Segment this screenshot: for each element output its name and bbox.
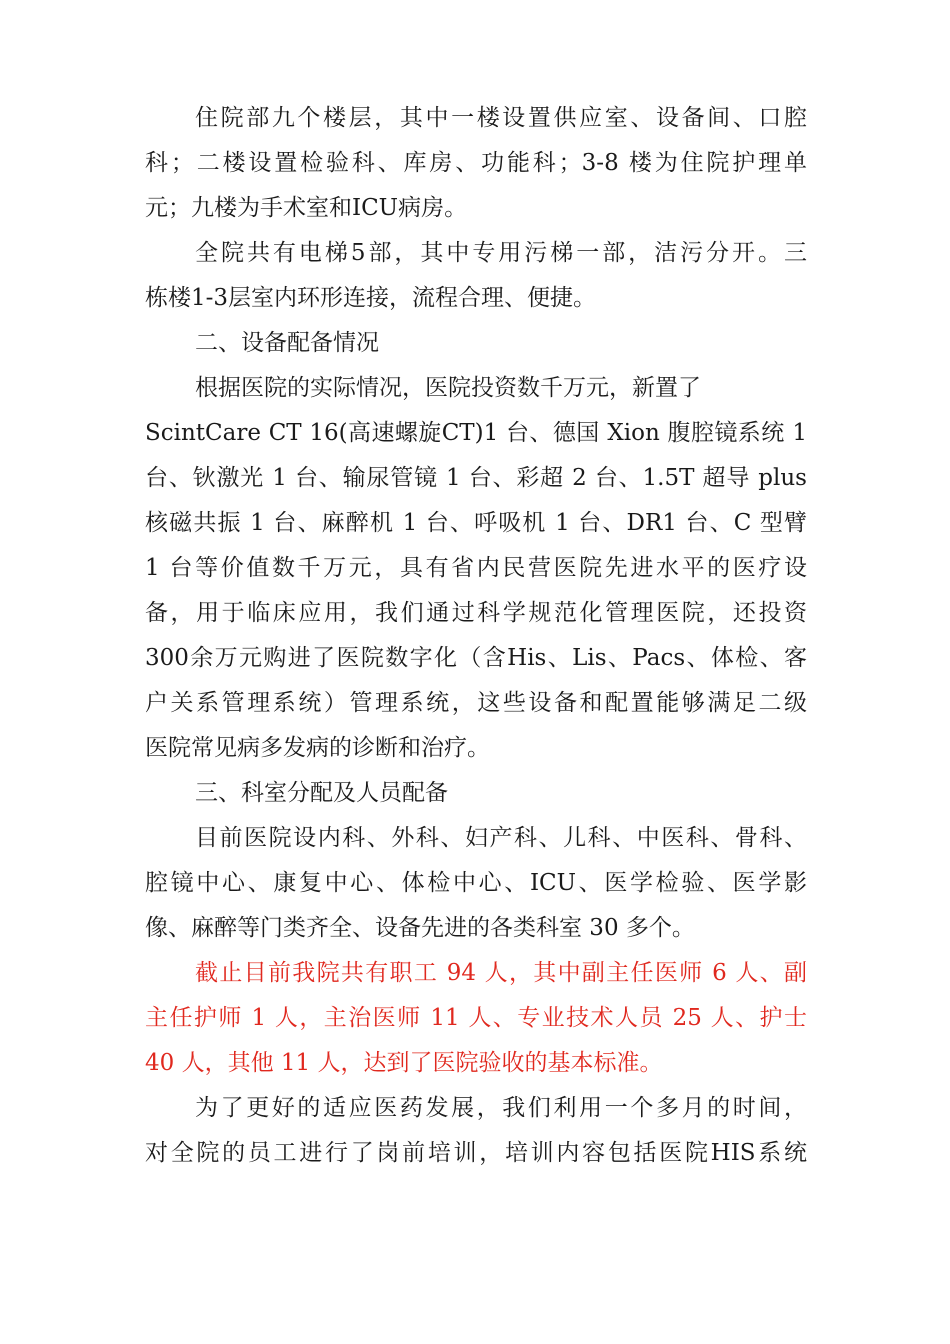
paragraph-line: 栋楼1-3层室内环形连接，流程合理、便捷。 bbox=[145, 285, 597, 311]
paragraph-line: 二、设备配备情况 bbox=[195, 330, 379, 356]
paragraph-line: 腔镜中心、康复中心、体检中心、ICU、医学检验、医学影 bbox=[145, 870, 807, 896]
paragraph-line: 三、科室分配及人员配备 bbox=[195, 780, 448, 806]
paragraph-line: 像、麻醉等门类齐全、设备先进的各类科室 30 多个。 bbox=[145, 915, 695, 941]
paragraph-line: 对全院的员工进行了岗前培训，培训内容包括医院HIS系统 bbox=[145, 1140, 807, 1166]
paragraph-floors bbox=[145, 96, 807, 231]
paragraph-line: 目前医院设内科、外科、妇产科、儿科、中医科、骨科、 bbox=[195, 825, 807, 851]
paragraph-line: 为了更好的适应医药发展，我们利用一个多月的时间， bbox=[195, 1095, 807, 1121]
paragraph-line: 元；九楼为手术室和ICU病房。 bbox=[145, 195, 468, 221]
paragraph-line: 科；二楼设置检验科、库房、功能科；3-8 楼为住院护理单 bbox=[145, 150, 807, 176]
paragraph-line: 户关系管理系统）管理系统，这些设备和配置能够满足二级 bbox=[145, 690, 807, 716]
paragraph-line: 300余万元购进了医院数字化（含His、Lis、Pacs、体检、客 bbox=[145, 645, 807, 671]
paragraph-heading-3 bbox=[145, 771, 807, 816]
paragraph-equipment bbox=[145, 366, 807, 771]
paragraph-line: 台、钬激光 1 台、输尿管镜 1 台、彩超 2 台、1.5T 超导 plus bbox=[145, 465, 807, 491]
paragraph-elevators bbox=[145, 231, 807, 321]
paragraph-line: 1 台等价值数千万元，具有省内民营医院先进水平的医疗设 bbox=[145, 555, 807, 581]
paragraph-line: 截止目前我院共有职工 94 人，其中副主任医师 6 人、副 bbox=[195, 960, 807, 986]
paragraph-departments bbox=[145, 816, 807, 951]
paragraph-line: 医院常见病多发病的诊断和治疗。 bbox=[145, 735, 490, 761]
paragraph-line: 备，用于临床应用，我们通过科学规范化管理医院，还投资 bbox=[145, 600, 807, 626]
paragraph-line: 主任护师 1 人，主治医师 11 人、专业技术人员 25 人、护士 bbox=[145, 1005, 807, 1031]
paragraph-training bbox=[145, 1086, 807, 1176]
paragraph-line: 40 人，其他 11 人，达到了医院验收的基本标准。 bbox=[145, 1050, 663, 1076]
paragraph-staff bbox=[145, 951, 807, 1086]
paragraph-heading-2 bbox=[145, 321, 807, 366]
paragraph-line: ScintCare CT 16(高速螺旋CT)1 台、德国 Xion 腹腔镜系统 1 bbox=[145, 420, 807, 446]
paragraph-line: 全院共有电梯5部，其中专用污梯一部，洁污分开。三 bbox=[195, 240, 807, 266]
paragraph-line: 核磁共振 1 台、麻醉机 1 台、呼吸机 1 台、DR1 台、C 型臂 bbox=[145, 510, 807, 536]
document-body bbox=[145, 96, 807, 1176]
paragraph-line: 根据医院的实际情况，医院投资数千万元，新置了 bbox=[195, 375, 701, 401]
paragraph-line: 住院部九个楼层，其中一楼设置供应室、设备间、口腔 bbox=[195, 105, 807, 131]
